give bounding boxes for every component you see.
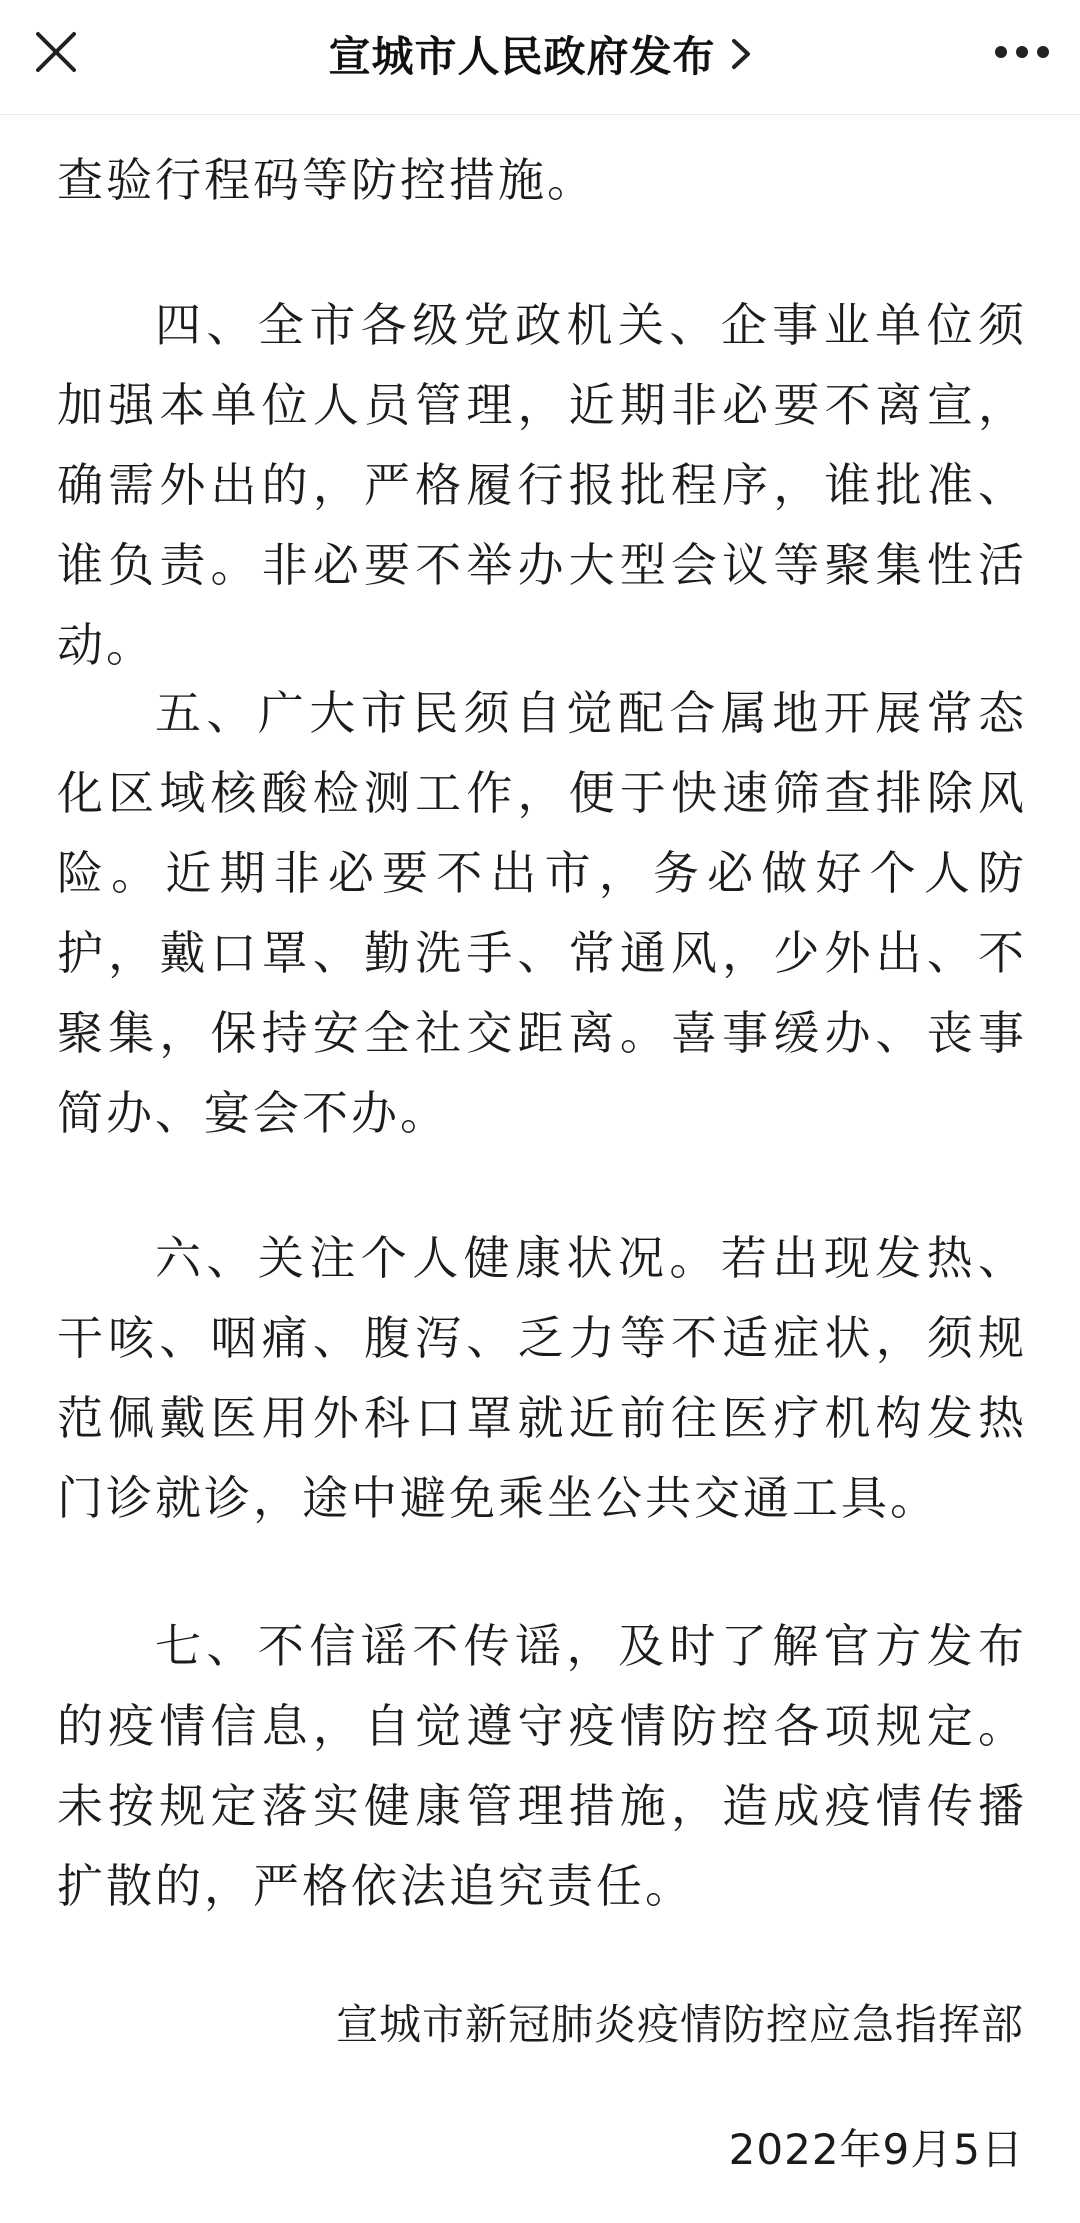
issuer-signature: 宣城市新冠肺炎疫情防控应急指挥部: [335, 2000, 1024, 2049]
chevron-right-icon[interactable]: [730, 37, 752, 71]
issue-date: 2022年9月5日: [728, 2125, 1024, 2174]
paragraph-5: 五、广大市民须自觉配合属地开展常态化区域核酸检测工作，便于快速筛查排除风险。近期非必要不出市，务必做好个人防护，戴口罩、勤洗手、常通风，少外出、不聚集，保持安全社交距离。喜事缓办、丧事简办、宴会不办。: [57, 686, 1027, 1140]
more-button[interactable]: [986, 20, 1058, 84]
account-title-link[interactable]: [140, 24, 940, 84]
more-horizontal-icon[interactable]: [994, 45, 1050, 59]
paragraph-6: 六、关注个人健康状况。若出现发热、干咳、咽痛、腹泻、乏力等不适症状，须规范佩戴医用外科口罩就近前往医疗机构发热门诊就诊，途中避免乘坐公共交通工具。: [57, 1231, 1027, 1525]
paragraph-prev-ending: 查验行程码等防控措施。: [57, 153, 596, 207]
account-title[interactable]: 宣城市人民政府发布: [328, 32, 716, 81]
top-navbar: [0, 0, 1080, 115]
paragraph-4: 四、全市各级党政机关、企事业单位须加强本单位人员管理，近期非必要不离宣，确需外出的，严格履行报批程序，谁批准、谁负责。非必要不举办大型会议等聚集性活动。: [57, 298, 1027, 672]
close-button[interactable]: [24, 20, 88, 84]
paragraph-7: 七、不信谣不传谣，及时了解官方发布的疫情信息，自觉遵守疫情防控各项规定。未按规定落实健康管理措施，造成疫情传播扩散的，严格依法追究责任。: [57, 1619, 1027, 1913]
close-icon[interactable]: [34, 30, 78, 74]
